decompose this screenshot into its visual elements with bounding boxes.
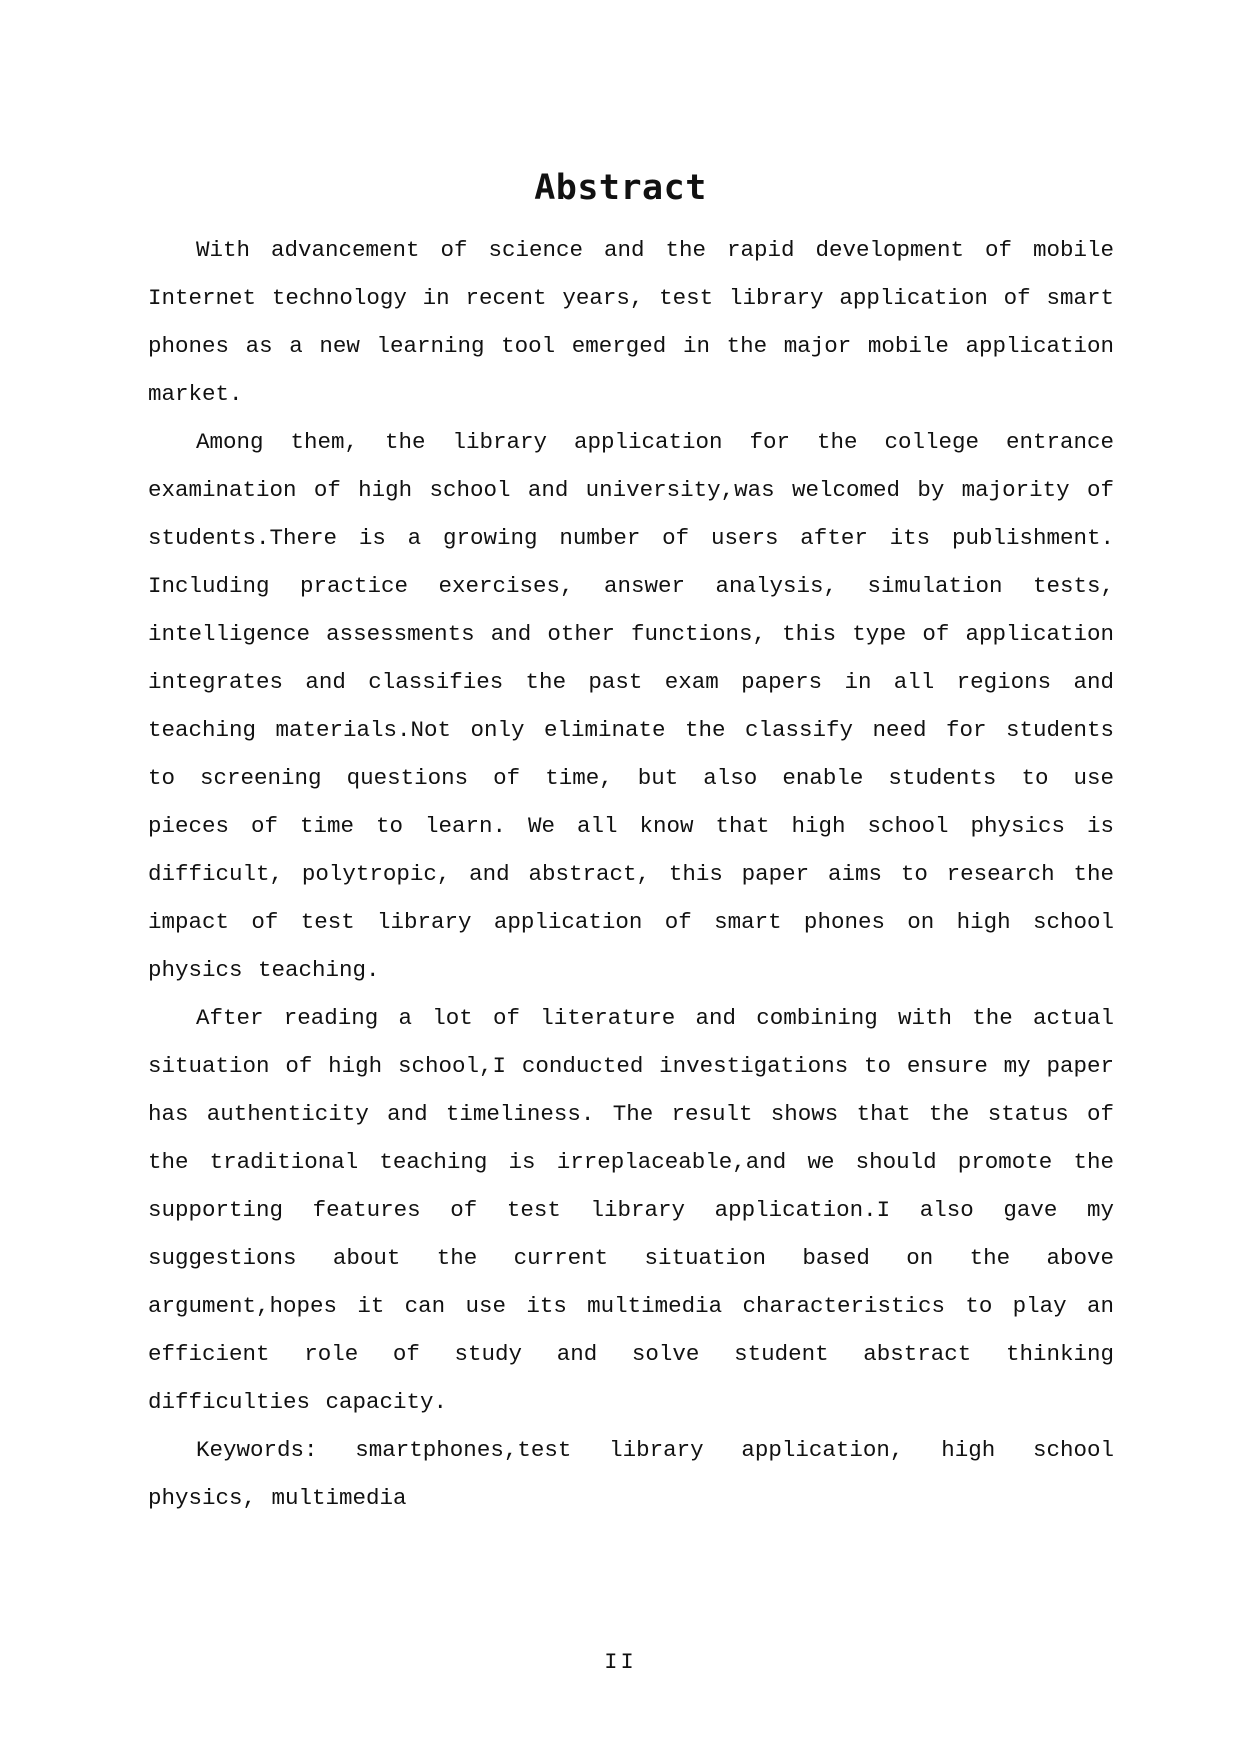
abstract-body — [148, 226, 1114, 1522]
keywords-line: Keywords: smartphones,test library application, high school physics, multimedia — [148, 1437, 1114, 1511]
abstract-paragraph-2: Among them, the library application for the college entrance examination of high school and university,was welcomed by majority of students.There is a growing number of users after its publishment. Including practice exercises, answer analysis, simulation tests, intelligence assessments and other functions, this type of application integrates and classifies the past exam papers in all regions and teaching materials.Not only eliminate the classify need for students to screening questions of time, but also enable students to use pieces of time to learn. We all know that high school physics is difficult, polytropic, and abstract, this paper aims to research the impact of test library application of smart phones on high school physics teaching. — [148, 429, 1114, 983]
page-number: II — [604, 1650, 637, 1675]
abstract-paragraph-1: With advancement of science and the rapid development of mobile Internet technology in recent years, test library application of smart phones as a new learning tool emerged in the major mobile application market. — [148, 237, 1114, 407]
abstract-paragraph-3: After reading a lot of literature and combining with the actual situation of high school,I conducted investigations to ensure my paper has authenticity and timeliness. The result shows that the status of the traditional teaching is irreplaceable,and we should promote the supporting features of test library application.I also gave my suggestions about the current situation based on the above argument,hopes it can use its multimedia characteristics to play an efficient role of study and solve student abstract thinking difficulties capacity. — [148, 1005, 1114, 1415]
page-title: Abstract — [534, 168, 707, 208]
